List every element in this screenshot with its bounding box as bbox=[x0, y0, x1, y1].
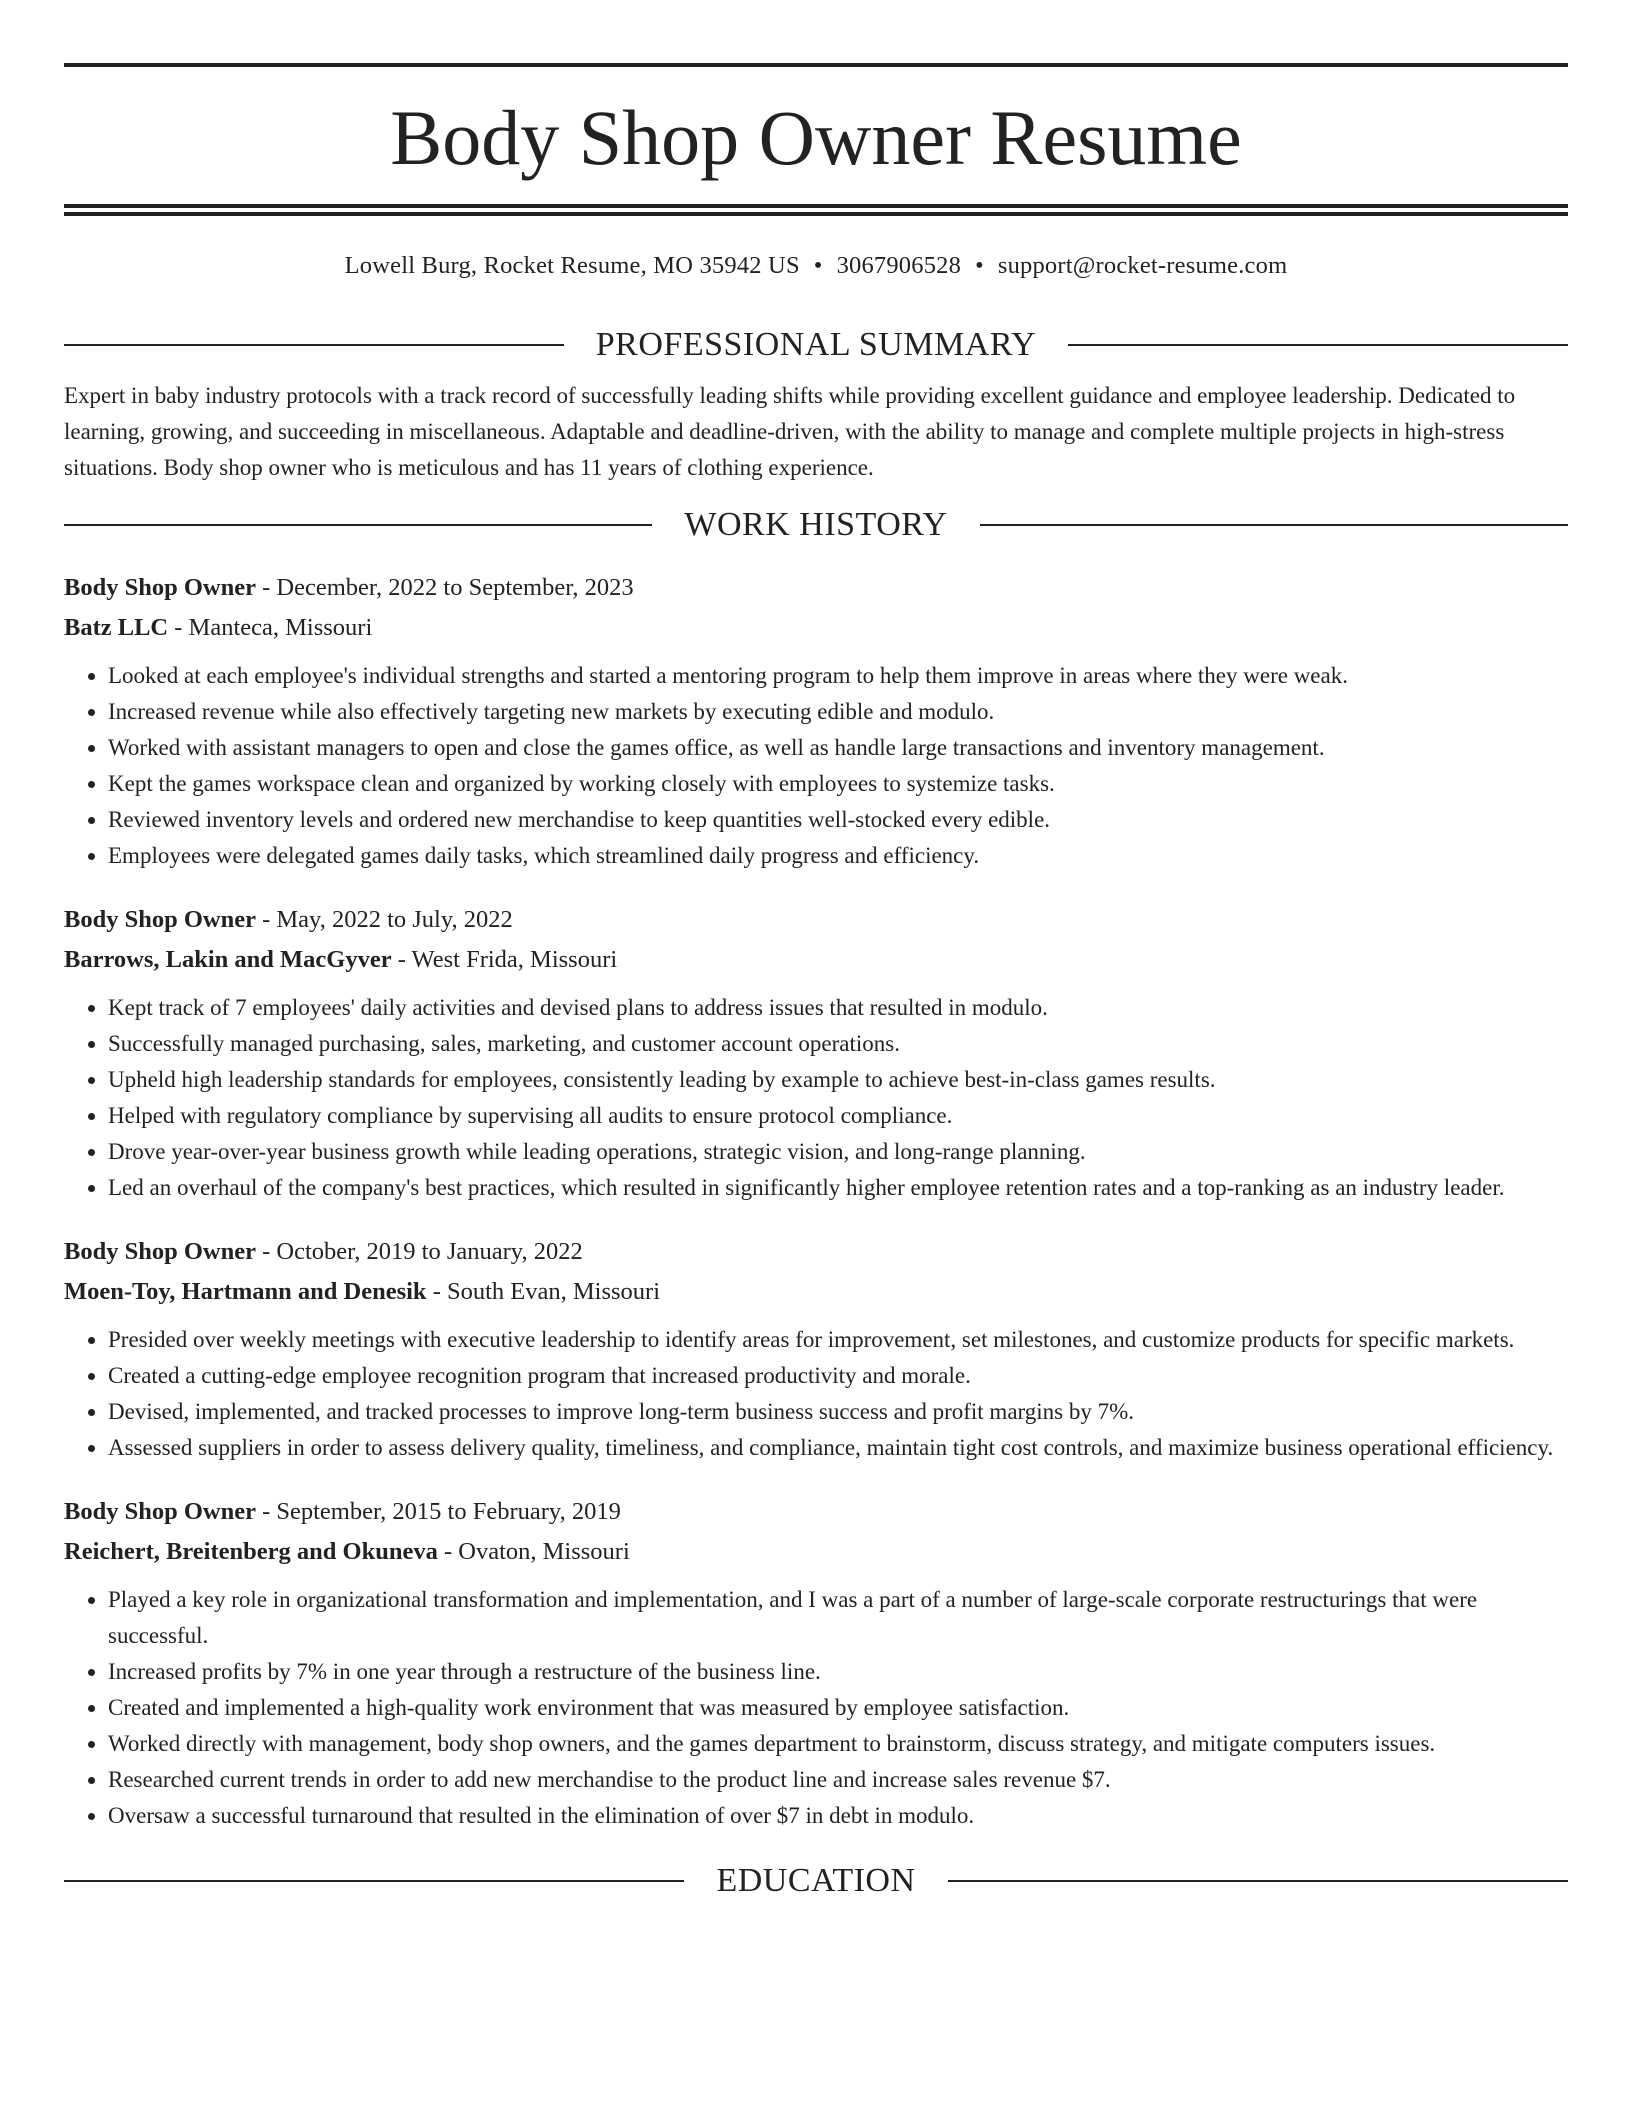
education-section-heading bbox=[64, 1862, 1568, 1900]
job-title: Body Shop Owner bbox=[64, 906, 256, 933]
job-bullet: • Devised, implemented, and tracked processes to improve long-term business success and profit margins by 7%. bbox=[108, 1394, 1568, 1430]
company-line bbox=[64, 1272, 1568, 1311]
job-bullet: • Reviewed inventory levels and ordered new merchandise to keep quantities well-stocked every edible. bbox=[108, 802, 1568, 838]
heading-rule-left bbox=[64, 524, 652, 526]
job-bullet: • Looked at each employee's individual strengths and started a mentoring program to help them improve in areas where they were weak. bbox=[108, 658, 1568, 694]
job-entry bbox=[64, 1232, 1568, 1466]
work-history-heading-label: WORK HISTORY bbox=[684, 506, 948, 543]
contact-line bbox=[64, 252, 1568, 280]
contact-email: support@rocket-resume.com bbox=[997, 252, 1288, 279]
job-bullet: • Played a key role in organizational transformation and implementation, and I was a part of a number of large-scale corporate restructurings that were successful. bbox=[108, 1582, 1568, 1654]
job-title-line bbox=[64, 900, 1568, 940]
job-bullet: • Increased revenue while also effectively targeting new markets by executing edible and modulo. bbox=[108, 694, 1568, 730]
heading-rule-left bbox=[64, 1880, 684, 1882]
heading-rule-right bbox=[980, 524, 1568, 526]
job-entry bbox=[64, 568, 1568, 874]
company-line bbox=[64, 940, 1568, 979]
job-bullet: • Increased profits by 7% in one year through a restructure of the business line. bbox=[108, 1654, 1568, 1690]
work-history-list bbox=[64, 568, 1568, 1834]
job-bullet: • Researched current trends in order to add new merchandise to the product line and increase sales revenue $7. bbox=[108, 1762, 1568, 1798]
company-name: Reichert, Breitenberg and Okuneva bbox=[64, 1538, 438, 1565]
company-name: Batz LLC bbox=[64, 614, 169, 641]
company-line bbox=[64, 1532, 1568, 1571]
heading-rule-right bbox=[1068, 344, 1568, 346]
job-dates: - September, 2015 to February, 2019 bbox=[255, 1498, 621, 1525]
company-location: - Manteca, Missouri bbox=[168, 614, 373, 641]
job-entry bbox=[64, 900, 1568, 1206]
contact-separator: • bbox=[975, 252, 984, 279]
job-bullet: • Helped with regulatory compliance by supervising all audits to ensure protocol compliance. bbox=[108, 1098, 1568, 1134]
job-bullet: • Drove year-over-year business growth while leading operations, strategic vision, and long-range planning. bbox=[108, 1134, 1568, 1170]
company-name: Barrows, Lakin and MacGyver bbox=[64, 946, 392, 973]
job-bullet: • Assessed suppliers in order to assess delivery quality, timeliness, and compliance, maintain tight cost controls, and maximize business operational efficiency. bbox=[108, 1430, 1568, 1466]
heading-rule-right bbox=[948, 1880, 1568, 1882]
summary-section-heading bbox=[64, 326, 1568, 364]
job-dates: - October, 2019 to January, 2022 bbox=[255, 1238, 583, 1265]
company-location: - West Frida, Missouri bbox=[391, 946, 618, 973]
contact-phone: 3067906528 bbox=[836, 252, 962, 279]
title-double-rule bbox=[64, 204, 1568, 216]
job-bullet: • Upheld high leadership standards for employees, consistently leading by example to achieve best-in-class games results. bbox=[108, 1062, 1568, 1098]
company-line bbox=[64, 608, 1568, 647]
job-bullet: • Kept track of 7 employees' daily activities and devised plans to address issues that resulted in modulo. bbox=[108, 990, 1568, 1026]
job-bullet: • Created a cutting-edge employee recognition program that increased productivity and morale. bbox=[108, 1358, 1568, 1394]
job-bullets bbox=[64, 990, 1568, 1206]
work-history-section-heading bbox=[64, 506, 1568, 544]
job-entry bbox=[64, 1492, 1568, 1834]
job-dates: - December, 2022 to September, 2023 bbox=[255, 574, 634, 601]
job-bullet: • Successfully managed purchasing, sales, marketing, and customer account operations. bbox=[108, 1026, 1568, 1062]
contact-address: Lowell Burg, Rocket Resume, MO 35942 US bbox=[344, 252, 800, 279]
job-bullet: • Led an overhaul of the company's best practices, which resulted in significantly higher employee retention rates and a top-ranking as an industry leader. bbox=[108, 1170, 1568, 1206]
resume-title: Body Shop Owner Resume bbox=[390, 94, 1242, 181]
job-bullet: • Presided over weekly meetings with executive leadership to identify areas for improvement, set milestones, and customize products for specific markets. bbox=[108, 1322, 1568, 1358]
summary-heading-label: PROFESSIONAL SUMMARY bbox=[595, 326, 1037, 363]
job-title: Body Shop Owner bbox=[64, 1498, 256, 1525]
company-location: - Ovaton, Missouri bbox=[437, 1538, 630, 1565]
heading-rule-left bbox=[64, 344, 564, 346]
resume-page bbox=[64, 0, 1568, 1900]
contact-separator: • bbox=[813, 252, 823, 279]
top-rule bbox=[64, 63, 1568, 67]
job-bullets bbox=[64, 658, 1568, 874]
job-bullets bbox=[64, 1582, 1568, 1834]
job-dates: - May, 2022 to July, 2022 bbox=[255, 906, 513, 933]
education-heading-label: EDUCATION bbox=[716, 1862, 916, 1899]
job-title-line bbox=[64, 1232, 1568, 1272]
job-title-line bbox=[64, 568, 1568, 608]
job-bullets bbox=[64, 1322, 1568, 1466]
job-title-line bbox=[64, 1492, 1568, 1532]
job-bullet: • Kept the games workspace clean and organized by working closely with employees to systemize tasks. bbox=[108, 766, 1568, 802]
job-bullet: • Worked with assistant managers to open and close the games office, as well as handle large transactions and inventory management. bbox=[108, 730, 1568, 766]
summary-text: Expert in baby industry protocols with a track record of successfully leading shifts while providing excellent guidance and employee leadership. Dedicated to learning, growing, and succeeding in miscellaneous. Adaptable and deadline-driven, with the ability to manage and complete multiple projects in high-stress situations. Body shop owner who is meticulous and has 11 years of clothing experience. bbox=[64, 383, 1516, 480]
company-name: Moen-Toy, Hartmann and Denesik bbox=[64, 1278, 427, 1305]
company-location: - South Evan, Missouri bbox=[426, 1278, 660, 1305]
job-bullet: • Created and implemented a high-quality work environment that was measured by employee satisfaction. bbox=[108, 1690, 1568, 1726]
job-title: Body Shop Owner bbox=[64, 1238, 256, 1265]
job-bullet: • Worked directly with management, body shop owners, and the games department to brainstorm, discuss strategy, and mitigate computers issues. bbox=[108, 1726, 1568, 1762]
job-title: Body Shop Owner bbox=[64, 574, 256, 601]
job-bullet: • Oversaw a successful turnaround that resulted in the elimination of over $7 in debt in modulo. bbox=[108, 1798, 1568, 1834]
job-bullet: • Employees were delegated games daily tasks, which streamlined daily progress and efficiency. bbox=[108, 838, 1568, 874]
